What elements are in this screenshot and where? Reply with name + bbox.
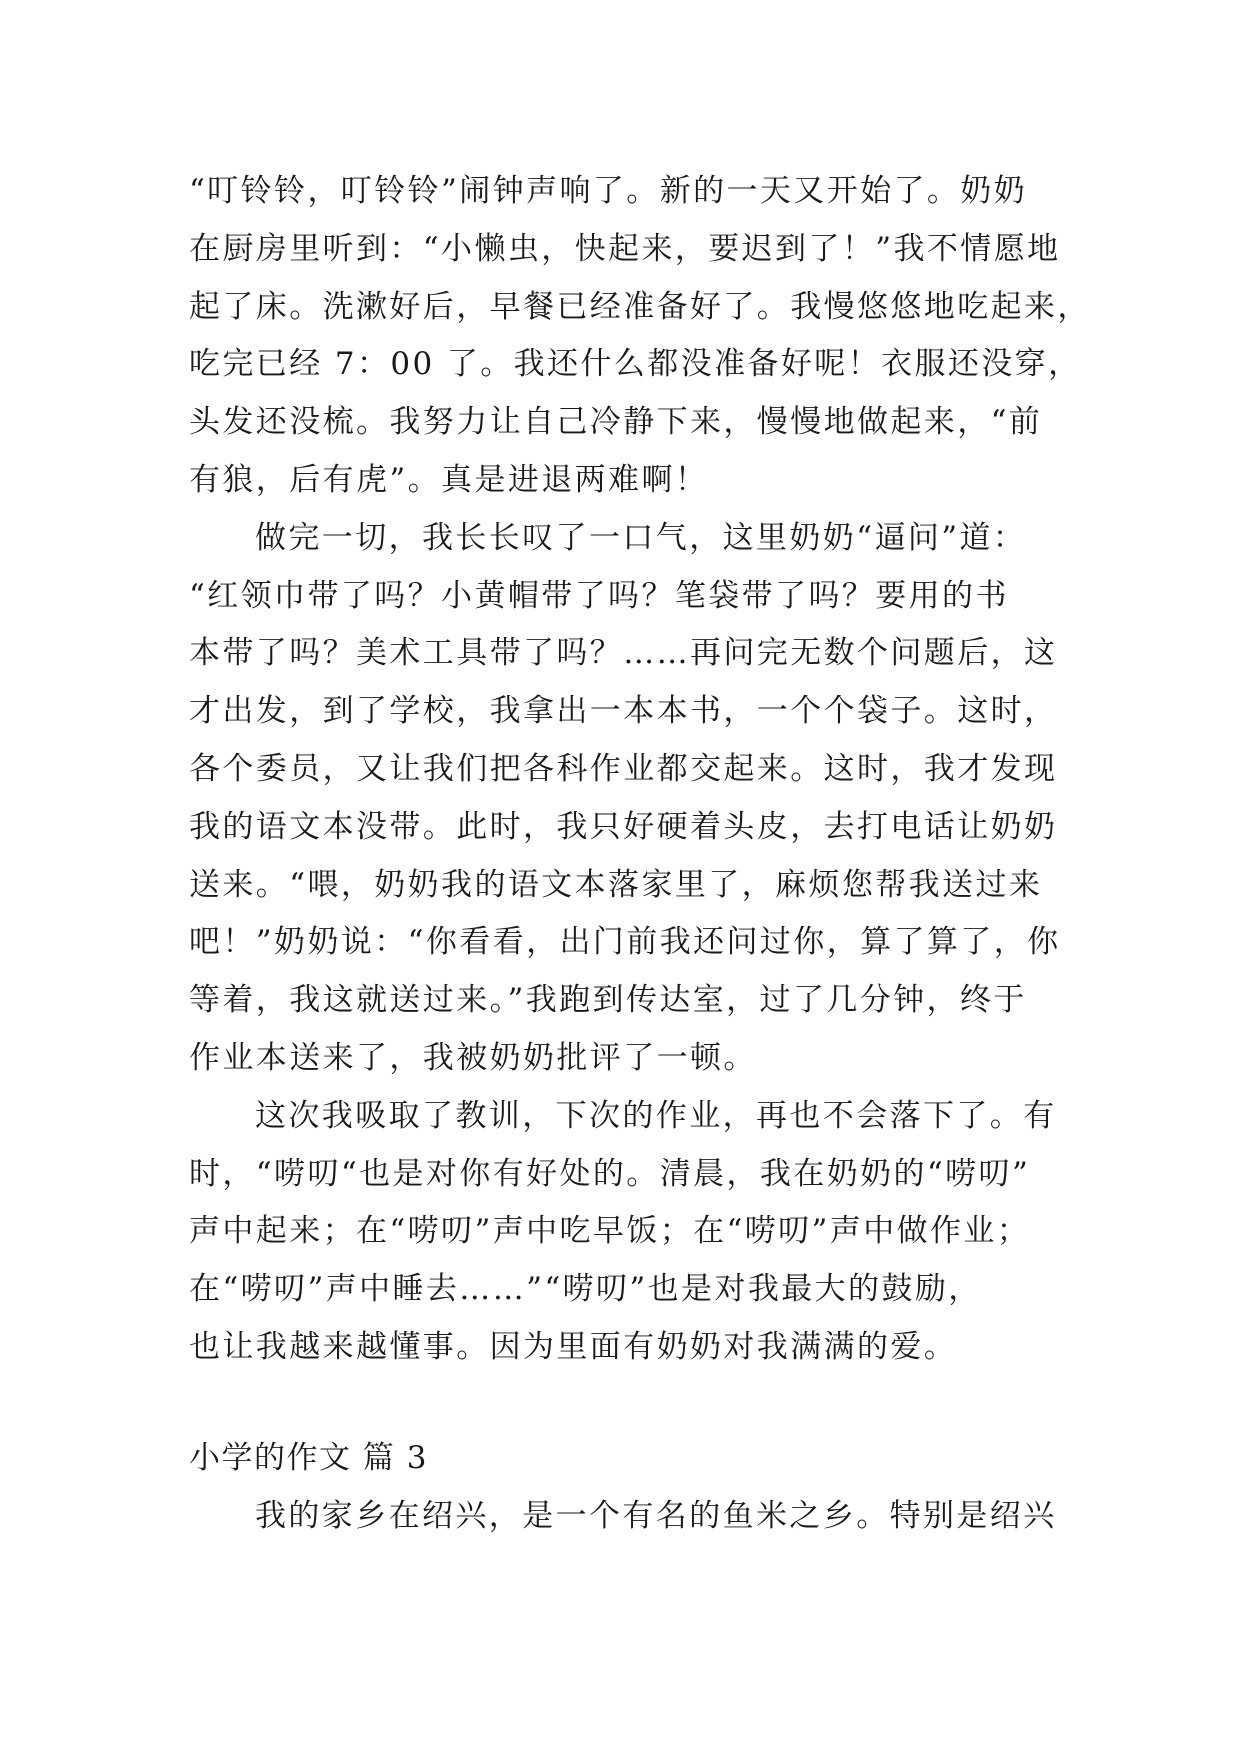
paragraph-4 [189, 1488, 1069, 1546]
text-line: “红领巾带了吗？小黄帽带了吗？笔袋带了吗？要用的书 [189, 577, 1009, 614]
text-line: 作业本送来了，我被奶奶批评了一顿。 [189, 1039, 757, 1076]
text-line: 我的语文本没带。此时，我只好硬着头皮，去打电话让奶奶 [189, 808, 1058, 845]
text-line: 时，“唠叨“也是对你有好处的。清晨，我在奶奶的“唠叨” [189, 1155, 1031, 1192]
text-line: 送来。“喂，奶奶我的语文本落家里了，麻烦您帮我送过来 [189, 866, 1043, 903]
text-line: 在“唠叨”声中睡去……”“唠叨”也是对我最大的鼓励， [189, 1271, 982, 1308]
text-line: 才出发，到了学校，我拿出一本本书，一个个袋子。这时， [189, 693, 1058, 730]
text-line: 也让我越来越懂事。因为里面有奶奶对我满满的爱。 [189, 1328, 958, 1365]
section-heading: 小学的作文 篇 3 [189, 1439, 428, 1476]
text-line: 这次我吸取了教训，下次的作业，再也不会落下了。有 [255, 1097, 1057, 1134]
paragraph-2 [189, 510, 1069, 1088]
text-line: 吃完已经 7：00 了。我还什么都没准备好呢！衣服还没穿， [189, 346, 1082, 383]
text-line: 有狼，后有虎”。真是进退两难啊！ [189, 461, 709, 498]
text-line: 头发还没梳。我努力让自己冷静下来，慢慢地做起来，“前 [189, 404, 1043, 441]
text-line: 起了床。洗漱好后，早餐已经准备好了。我慢悠悠地吃起来， [189, 288, 1091, 325]
paragraph-3 [189, 1088, 1069, 1377]
document-body [189, 163, 1091, 1545]
text-line: 本带了吗？美术工具带了吗？……再问完无数个问题后，这 [189, 635, 1058, 672]
text-line: 吧！”奶奶说：“你看看，出门前我还问过你，算了算了，你 [189, 924, 1061, 961]
text-line: 做完一切，我长长叹了一口气，这里奶奶“逼问”道： [255, 519, 1027, 556]
text-line: “叮铃铃，叮铃铃”闹钟声响了。新的一天又开始了。奶奶 [189, 173, 1028, 209]
text-line: 等着，我这就送过来。”我跑到传达室，过了几分钟，终于 [189, 982, 1027, 1019]
text-line: 在厨房里听到：“小懒虫，快起来，要迟到了！”我不情愿地 [189, 230, 1061, 267]
text-line: 我的家乡在绍兴，是一个有名的鱼米之乡。特别是绍兴 [255, 1497, 1057, 1534]
text-line: 各个委员，又让我们把各科作业都交起来。这时，我才发现 [189, 750, 1058, 787]
paragraph-1 [189, 163, 1091, 510]
text-line: 声中起来；在“唠叨”声中吃早饭；在“唠叨”声中做作业； [189, 1213, 1031, 1250]
